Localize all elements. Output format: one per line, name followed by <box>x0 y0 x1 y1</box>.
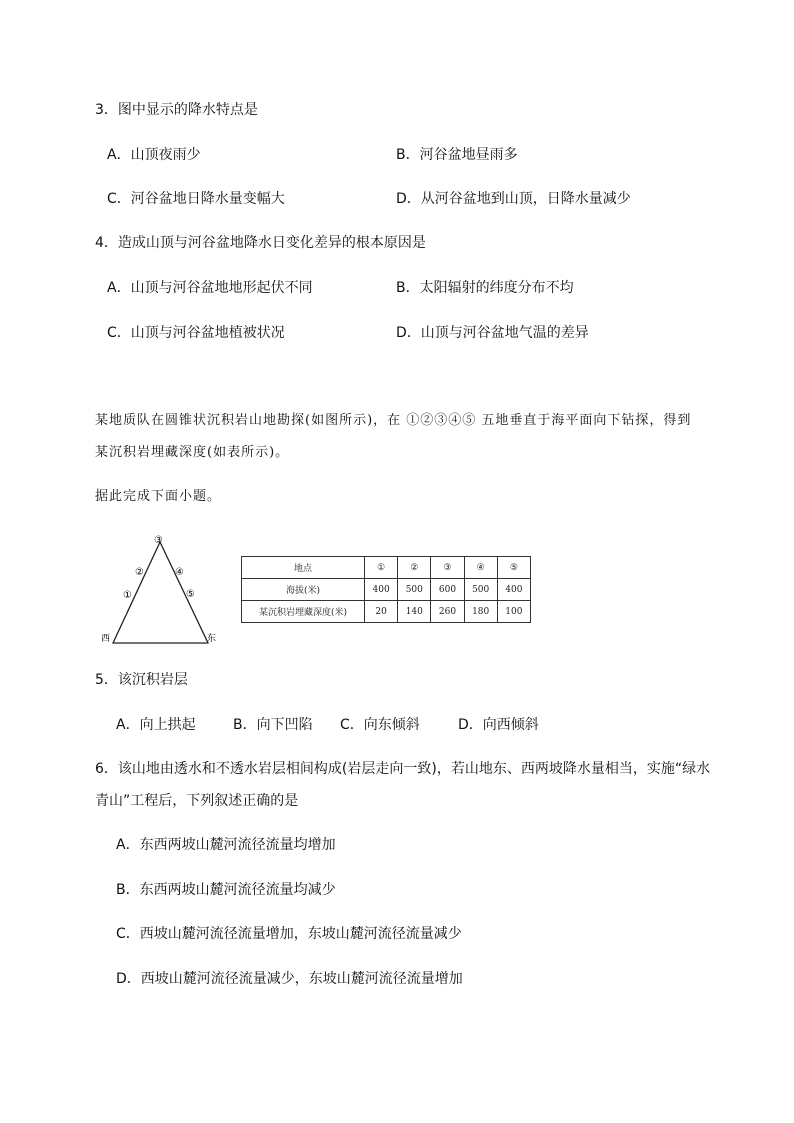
table-cell: 400 <box>365 579 398 601</box>
q5-option-c: C．向东倾斜 <box>340 717 420 733</box>
q6-option-a: A．东西两坡山麓河流径流量均增加 <box>116 837 336 853</box>
table-cell: 600 <box>431 579 464 601</box>
table-cell: 260 <box>431 601 464 623</box>
q4-option-a: A．山顶与河谷盆地地形起伏不同 <box>107 280 313 296</box>
table-cell: 500 <box>398 579 431 601</box>
table-header-cell: ① <box>365 557 398 579</box>
table-cell: 某沉积岩埋藏深度(米) <box>242 601 365 623</box>
east-label: 东 <box>207 634 217 644</box>
west-label: 西 <box>101 634 111 644</box>
q4-option-b: B．太阳辐射的纬度分布不均 <box>396 280 574 296</box>
point-1-label: ① <box>123 590 132 601</box>
q3-option-a: A．山顶夜雨少 <box>107 147 201 163</box>
table-header-cell: 地点 <box>242 557 365 579</box>
q5-option-b: B．向下凹陷 <box>233 717 313 733</box>
q6-option-c: C．西坡山麓河流径流量增加，东坡山麓河流径流量减少 <box>116 926 462 942</box>
point-5-label: ⑤ <box>186 589 195 600</box>
q6-option-d: D．西坡山麓河流径流量减少，东坡山麓河流径流量增加 <box>116 971 463 987</box>
table-cell: 400 <box>497 579 530 601</box>
point-2-label: ② <box>135 567 144 578</box>
table-cell: 海拔(米) <box>242 579 365 601</box>
point-3-label: ③ <box>154 535 163 546</box>
table-row <box>242 601 531 623</box>
q5-option-a: A．向上拱起 <box>116 717 196 733</box>
q4-stem: 4．造成山顶与河谷盆地降水日变化差异的根本原因是 <box>95 235 426 251</box>
table-header-cell: ⑤ <box>497 557 530 579</box>
table-header-row <box>242 557 531 579</box>
table-cell: 140 <box>398 601 431 623</box>
q4-option-c: C．山顶与河谷盆地植被状况 <box>107 325 285 341</box>
table-cell: 500 <box>464 579 497 601</box>
table-header-cell: ④ <box>464 557 497 579</box>
q5-stem: 5．该沉积岩层 <box>95 672 188 688</box>
q5-option-d: D．向西倾斜 <box>458 717 539 733</box>
cone-mountain-diagram <box>98 530 222 646</box>
table-cell: 20 <box>365 601 398 623</box>
table-header-cell: ② <box>398 557 431 579</box>
q6-stem-line-2: 青山”工程后，下列叙述正确的是 <box>95 793 299 809</box>
q6-stem-line-1: 6．该山地由透水和不透水岩层相间构成(岩层走向一致)，若山地东、西两坡降水量相当，实施“绿水 <box>95 761 711 777</box>
material-line-3: 据此完成下面小题。 <box>95 489 222 504</box>
table-cell: 100 <box>497 601 530 623</box>
q3-option-d: D．从河谷盆地到山顶，日降水量减少 <box>396 191 631 207</box>
q3-stem: 3．图中显示的降水特点是 <box>95 102 258 118</box>
point-4-label: ④ <box>175 567 184 578</box>
q3-option-c: C．河谷盆地日降水量变幅大 <box>107 191 285 207</box>
material-line-1: 某地质队在圆锥状沉积岩山地勘探(如图所示)，在 ①②③④⑤ 五地垂直于海平面向下钻探，得到 <box>95 413 692 428</box>
table-header-cell: ③ <box>431 557 464 579</box>
q3-option-b: B．河谷盆地昼雨多 <box>396 147 518 163</box>
strata-depth-table <box>241 556 531 623</box>
table-row <box>242 579 531 601</box>
material-line-2: 某沉积岩埋藏深度(如表所示)。 <box>95 445 290 460</box>
q4-option-d: D．山顶与河谷盆地气温的差异 <box>396 325 589 341</box>
q6-option-b: B．东西两坡山麓河流径流量均减少 <box>116 882 336 898</box>
table-cell: 180 <box>464 601 497 623</box>
